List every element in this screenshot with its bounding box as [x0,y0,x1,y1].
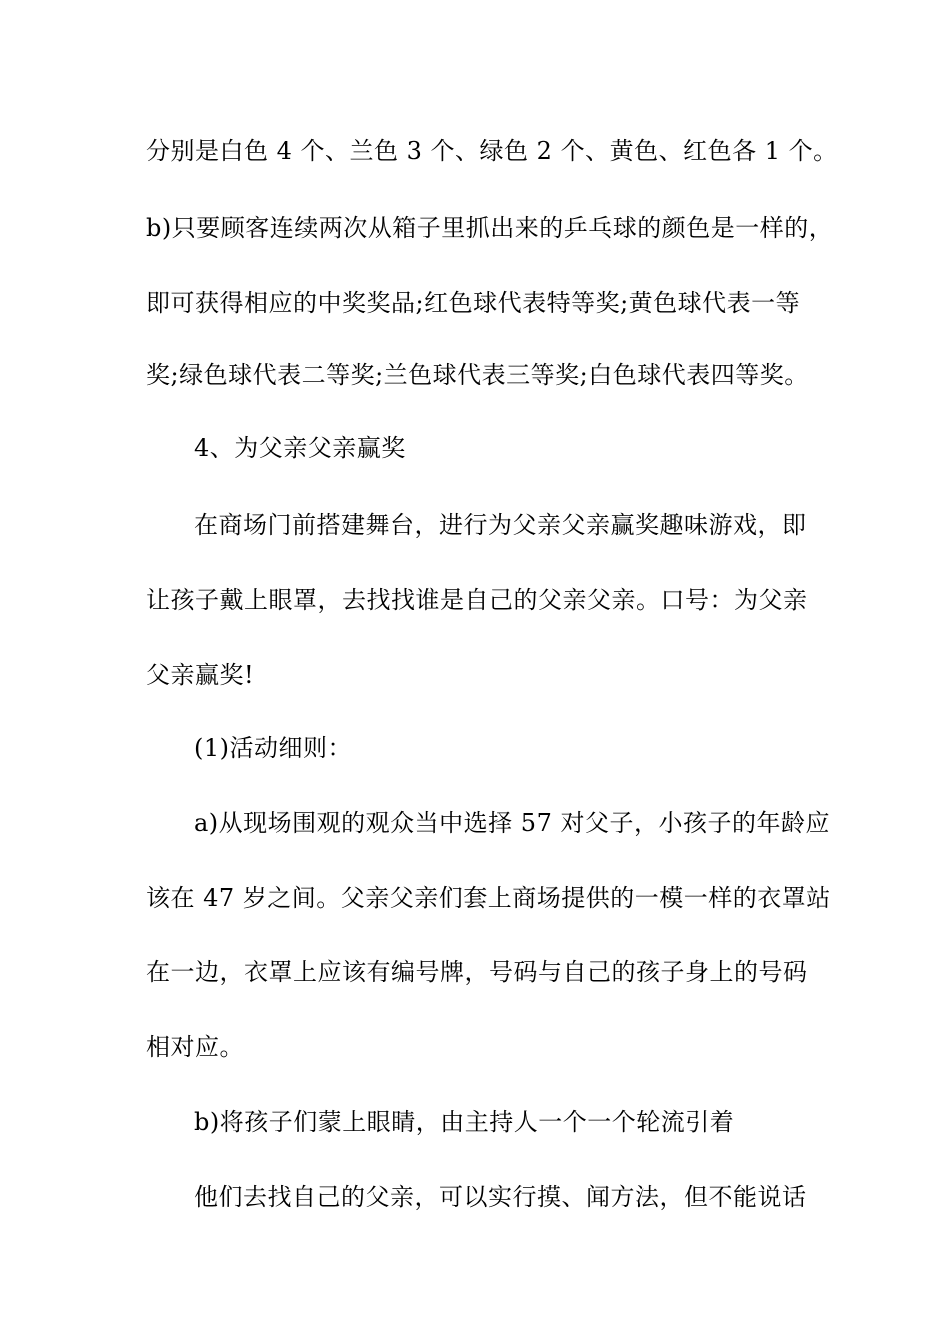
paragraph-line: b)将孩子们蒙上眼睛，由主持人一个一个轮流引着 [194,1108,735,1136]
paragraph-line: 在商场门前搭建舞台，进行为父亲父亲赢奖趣味游戏，即 [194,511,807,539]
paragraph-line: 让孩子戴上眼罩，去找找谁是自己的父亲父亲。口号：为父亲 [146,586,808,614]
subsection-heading: (1)活动细则： [194,734,352,762]
paragraph-line: a)从现场围观的观众当中选择 57 对父子，小孩子的年龄应 [194,809,830,837]
section-heading: 4、为父亲父亲赢奖 [194,434,406,462]
paragraph-line: 相对应。 [146,1033,244,1061]
paragraph-line: b)只要顾客连续两次从箱子里抓出来的乒乓球的颜色是一样的， [146,214,834,242]
paragraph-line: 分别是白色 4 个、兰色 3 个、绿色 2 个、黄色、红色各 1 个。 [146,137,838,165]
paragraph-line: 奖;绿色球代表二等奖;兰色球代表三等奖;白色球代表四等奖。 [146,361,809,389]
paragraph-line: 即可获得相应的中奖奖品;红色球代表特等奖;黄色球代表一等 [146,289,801,317]
paragraph-line: 该在 47 岁之间。父亲父亲们套上商场提供的一模一样的衣罩站 [146,884,831,912]
paragraph-line: 父亲赢奖! [146,661,255,689]
paragraph-line: 在一边，衣罩上应该有编号牌，号码与自己的孩子身上的号码 [146,958,808,986]
paragraph-line: 他们去找自己的父亲，可以实行摸、闻方法，但不能说话 [194,1183,807,1211]
